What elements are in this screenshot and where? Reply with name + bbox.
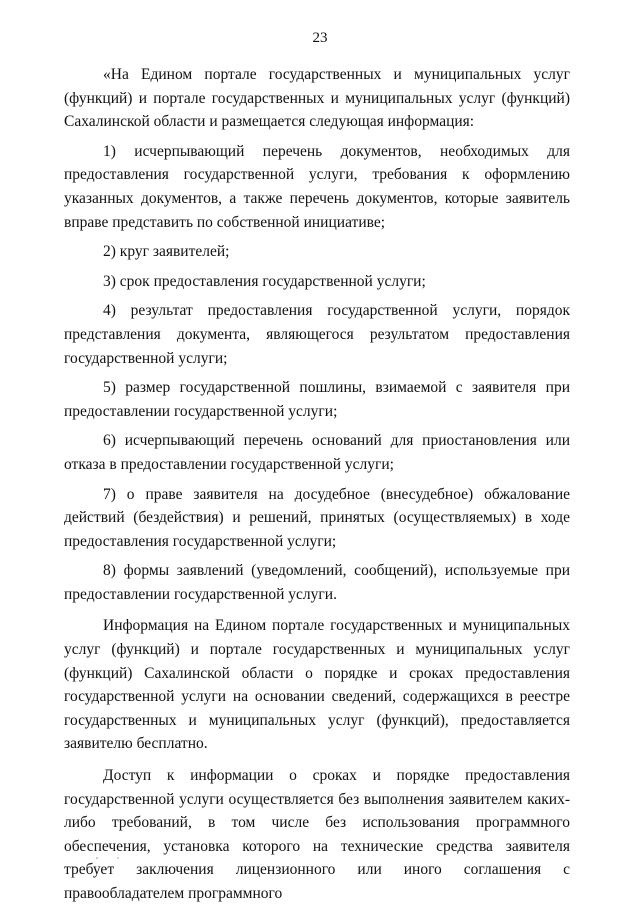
page-number: 23 bbox=[312, 30, 328, 46]
document-body bbox=[64, 63, 570, 912]
list-item-1: 1) исчерпывающий перечень документов, необходимых для предоставления государственной услуги, требования к оформлению указанных документов, а также перечень документов, которые заявитель вправе представить по собственной инициативе; bbox=[64, 142, 570, 231]
paragraph-intro: «На Едином портале государственных и муниципальных услуг (функций) и портале государственных и муниципальных услуг (функций) Сахалинской области и размещается следующая информация: bbox=[64, 66, 570, 131]
list-item-8: 8) формы заявлений (уведомлений, сообщений), используемые при предоставлении государственной услуги. bbox=[64, 562, 570, 603]
list-item-6: 6) исчерпывающий перечень оснований для приостановления или отказа в предоставлении государственной услуги; bbox=[64, 432, 570, 473]
paragraph-access: Доступ к информации о сроках и порядке предоставления государственной услуги осуществляется без выполнения заявителем каких-либо требований, в том числе без использования программного обеспечения, установка которого на технические средства заявителя требует заключения лицензионного или иного соглашения с правообладателем программного bbox=[64, 767, 570, 902]
list-item-7: 7) о праве заявителя на досудебное (внесудебное) обжалование действий (бездействия) и решений, принятых (осуществляемых) в ходе предоставления государственной услуги; bbox=[64, 485, 570, 550]
paragraph-information: Информация на Едином портале государственных и муниципальных услуг (функций) и портале государственных и муниципальных услуг (функций) Сахалинской области о порядке и сроках предоставления государственной услуги на основании сведений, содержащихся в реестре государственных и муниципальных услуг (функций), предоставляется заявителю бесплатно. bbox=[64, 617, 570, 753]
list-item-3: 3) срок предоставления государственной услуги; bbox=[103, 272, 426, 290]
list-item-4: 4) результат предоставления государственной услуги, порядок представления документа, являющегося результатом предоставления государственной услуги; bbox=[64, 302, 570, 367]
list-item-2: 2) круг заявителей; bbox=[103, 243, 230, 261]
list-item-5: 5) размер государственной пошлины, взимаемой с заявителя при предоставлении государственной услуги; bbox=[64, 379, 570, 420]
